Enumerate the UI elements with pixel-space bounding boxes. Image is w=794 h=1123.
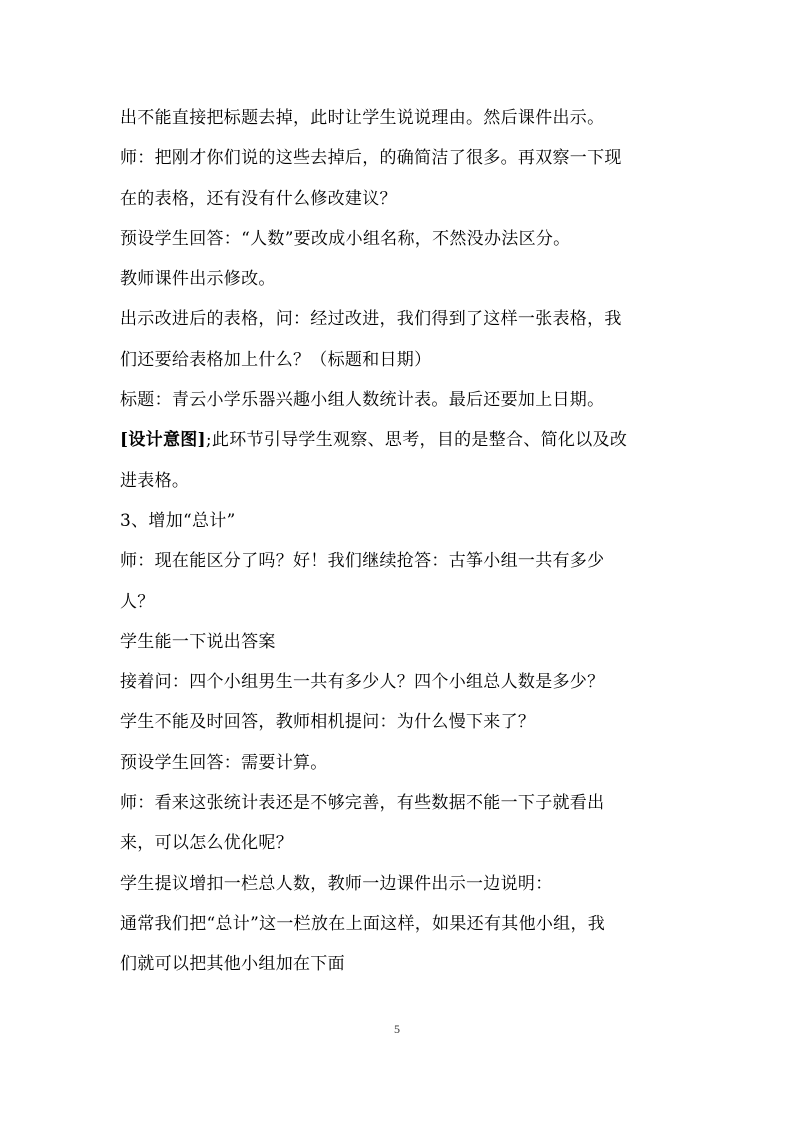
- body-text: [120, 98, 680, 985]
- design-intent-line: [120, 420, 680, 460]
- text-line: 预设学生回答：“人数”要改成小组名称，不然没办法区分。: [120, 228, 571, 249]
- text-line: 进表格。: [120, 470, 190, 491]
- text-line: 学生提议增扣一栏总人数，教师一边课件出示一边说明：: [120, 873, 553, 894]
- text-line: 预设学生回答：需要计算。: [120, 752, 328, 773]
- design-intent-label: [设计意图]: [120, 430, 206, 451]
- text-line: 来，可以怎么优化呢？: [120, 833, 293, 854]
- text-line: 接着问：四个小组男生一共有多少人？四个小组总人数是多少？: [120, 672, 605, 693]
- text-line: 师：现在能区分了吗？好！我们继续抢答：古筝小组一共有多少: [120, 551, 605, 572]
- text-line: 出示改进后的表格，问：经过改进，我们得到了这样一张表格，我: [120, 309, 622, 330]
- text-line: 师：把刚才你们说的这些去掉后，的确简洁了很多。再双察一下现: [120, 148, 622, 169]
- text-line: 在的表格，还有没有什么修改建议？: [120, 188, 397, 209]
- text-line: 教师课件出示修改。: [120, 269, 276, 290]
- text-line: 通常我们把“总计”这一栏放在上面这样，如果还有其他小组，我: [120, 913, 606, 934]
- section-heading: 3、增加“总计”: [120, 510, 236, 531]
- text-line: 学生不能及时回答，教师相机提问：为什么慢下来了？: [120, 712, 536, 733]
- text-line: 们就可以把其他小组加在下面: [120, 954, 345, 975]
- text-line: 们还要给表格加上什么？（标题和日期）: [120, 349, 432, 370]
- text-line: 人？: [120, 591, 155, 612]
- text-line: 出不能直接把标题去掉，此时让学生说说理由。然后课件出示。: [120, 108, 605, 128]
- text-line: 师：看来这张统计表还是不够完善，有些数据不能一下子就看出: [120, 793, 605, 814]
- text-line: 学生能一下说出答案: [120, 631, 276, 652]
- page-number: 5: [394, 1022, 400, 1036]
- text-line: 标题：青云小学乐器兴趣小组人数统计表。最后还要加上日期。: [120, 390, 605, 411]
- design-intent-text: ;此环节引导学生观察、思考，目的是整合、简化以及改: [205, 430, 628, 451]
